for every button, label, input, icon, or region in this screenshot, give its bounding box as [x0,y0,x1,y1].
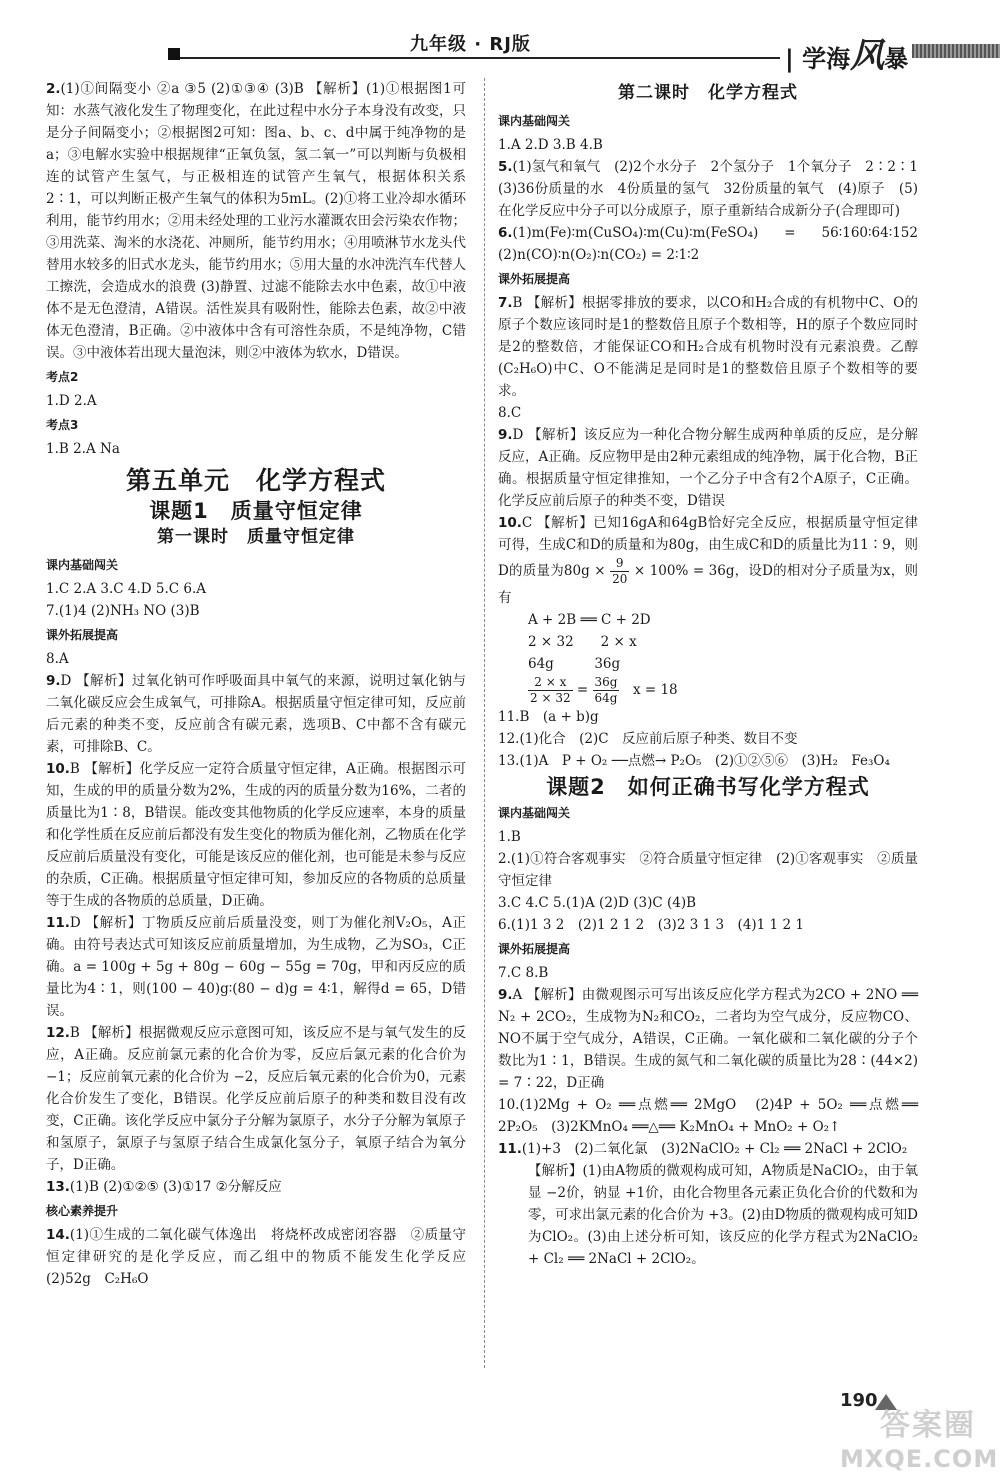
header-decorative-strip [912,44,1000,58]
lesson-title: 第一课时 质量守恒定律 [157,527,355,547]
section-label: 考点3 [46,418,79,432]
answer-item: 8.A [46,651,69,667]
left-column [46,78,480,1290]
fraction: $\frac{2 \times x}{2 \times 32}$ [530,675,571,705]
answer-item: 6.(1)m(Fe)∶m(CuSO₄)∶m(Cu)∶m(FeSO₄) = 56∶160∶64∶152 (2)n(CO)∶n(O₂)∶n(CO₂) = 2∶1∶2 [498,225,932,263]
equation-line: 64g 36g [528,656,621,672]
answer-item: 11.B (a + b)g [498,709,599,725]
answer-item: 10.C 【解析】已知16gA和64gB恰好完全反应，根据质量守恒定律可得，生成C和D的质量和为80g，由生成C和D的质量比为11∶9，则D的质量为80g × $\frac{9}{20}$ × 100% = 36g，设D的相对分子质量为x，则有 [498,515,918,606]
section-label: 课外拓展提高 [46,628,119,642]
section-label: 核心素养提升 [46,1204,119,1218]
answer-item: 14.(1)①生成的二氧化碳气体逸出 将烧杯改成密闭容器 ②质量守恒定律研究的是化学反应，而乙组中的物质不能发生化学反应 (2)52g C₂H₆O [46,1227,480,1287]
equation-line: A + 2B ══ C + 2D [528,612,651,628]
answer-item: 7.B 【解析】根据零排放的要求，以CO和H₂合成的有机物中C、O的原子个数应该同时是1的整数倍且原子个数相等，H的原子个数应同时是2的整数倍，才能保证CO和H₂合成有机物时没有元素浪费。乙醇(C₂H₆O)中C、O不能满足是同时是1的整数倍且原子个数相等的要求。 [498,295,918,399]
page-number: 190 [840,1390,878,1411]
equation-line: 2 × 32 2 × x [528,634,637,650]
unit-title: 第五单元 化学方程式 [125,466,386,495]
section-label: 课外拓展提高 [498,942,571,956]
answer-item: 1.B [498,829,521,845]
answer-item: 8.C [498,405,522,421]
answer-item: 10.B 【解析】化学反应一定符合质量守恒定律，A正确。根据图示可知，生成的甲的质量分数为2%，生成的丙的质量分数为16%，二者的质量比为1∶8，B错误。能改变其他物质的化学反应速率，本身的质量和化学性质在反应前后都没有发生变化的物质为催化剂，乙物质在化学反应前后质量没有变化，可能是该反应的催化剂，也可能是未参与反应的杂质，C正确。根据质量守恒定律可知，参加反应的各物质的总质量等于生成的各物质的总质量，D正确。 [46,761,466,909]
answer-item: 13.(1)A P + O₂ ──点燃→ P₂O₅ (2)①②⑤⑥ (3)H₂ Fe₃O₄ [498,753,890,769]
header-square-mark [168,48,180,60]
section-label: 课内基础闯关 [498,806,571,820]
brand-post: 暴 [884,45,909,73]
answer-item: 2.(1)①间隔变小 ②a ③5 (2)①③④ (3)B 【解析】(1)①根据图1可知：水蒸气液化发生了物理变化，在此过程中水分子本身没有改变，只是分子间隔变小；②根据图2可知：图a、b、c、d中属于纯净物的是a；③电解水实验中根据规律“正氧负氢，氢二氧一”可以判断与负极相连的试管产生氢气，与正极相连的试管产生氧气，根据体积关系2∶1，可以判断正极产生氧气的体积为5mL。(2)①将工业冷却水循环利用，能节约用水；②用未经处理的工业污水灌溉农田会污染农作物；③用洗菜、淘米的水浇花、冲厕所，能节约用水；④用喷淋节水龙头代替用水较多的旧式水龙头，能节约用水；⑤用大量的水冲洗汽车代替人工擦洗，会造成水的浪费 (3)静置、过滤不能除去水中色素，故①中液体不是无色澄清，A错误。活性炭具有吸附性，能除去色素，故②中液体无色澄清，B正确。②中液体中含有可溶性杂质，不是纯净物，C错误。③中液体若出现大量泡沫，则②中液体为软水，D错误。 [46,81,466,361]
brand-pre: 学海 [802,45,851,73]
equation-line: $\frac{2 \times x}{2 \times 32}$ = $\frac{36g}{64g}$ x = 18 [530,675,678,705]
right-column [498,78,932,1270]
section-label: 课外拓展提高 [498,272,571,286]
answer-explanation: 【解析】(1)由A物质的微观构成可知，A物质是NaClO₂，由于氧显 −2价，钠显 +1价，由化合物里各元素正负化合价的代数和为零，可求出氯元素的化合价为 +3。(2)由D物质的微观构成可知D为ClO₂。(3)由上述分析可知，该反应的化学方程式为2NaClO₂ + Cl₂ ══ 2NaCl + 2ClO₂。 [528,1163,918,1267]
answer-item: 5.(1)氢气和氧气 (2)2个水分子 2个氢分子 1个氧分子 2∶2∶1 (3)36份质量的水 4份质量的氢气 32份质量的氧气 (4)原子 (5)在化学反应中分子可以分成原子，原子重新结合成新分子(合理即可) [498,159,932,219]
answer-item: 1.A 2.D 3.B 4.B [498,137,603,153]
answer-item: 9.D 【解析】该反应为一种化合物分解生成两种单质的反应，是分解反应，A正确。反应物甲是由2种元素组成的纯净物，属于化合物，B正确。根据质量守恒定律推知，一个乙分子中含有2个A原子，C正确。化学反应前后原子的种类不变，D错误 [498,427,918,509]
answer-item: 11.D 【解析】丁物质反应前后质量没变，则丁为催化剂V₂O₅，A正确。由符号表达式可知该反应前质量增加，为生成物，乙为SO₃，C正确。a = 100g + 5g + 80g − 60g − 55g = 70g，甲和丙反应的质量比为4∶1，则(100 − 40)g∶(80 − d)g = 4∶1，解得d = 65，D错误。 [46,915,466,1019]
answer-item: 3.C 4.C 5.(1)A (2)D (3)C (4)B [498,895,697,911]
section-label: 考点2 [46,370,79,384]
topic-title: 课题1 质量守恒定律 [149,499,363,523]
page-header [0,0,1000,76]
answer-item: 13.(1)B (2)①②⑤ (3)①17 ②分解反应 [46,1179,282,1195]
answer-item: 7.(1)4 (2)NH₃ NO (3)B [46,603,200,619]
watermark-logo: 答案圈 [880,1408,976,1443]
lesson-title: 第二课时 化学方程式 [618,83,798,103]
answer-item: 2.(1)①符合客观事实 ②符合质量守恒定律 (2)①客观事实 ②质量守恒定律 [498,851,918,889]
answer-item: 11.(1)+3 (2)二氧化氯 (3)2NaClO₂ + Cl₂ ══ 2NaCl + 2ClO₂ [498,1141,908,1157]
column-divider [484,78,485,1368]
fraction: $\frac{36g}{64g}$ [594,675,618,705]
answer-item: 9.D 【解析】过氧化钠可作呼吸面具中氧气的来源，说明过氧化钠与二氧化碳反应会生成氧气，可排除A。根据质量守恒定律可知，反应前后元素的种类不变，反应前含有碳元素，选项B、C中都不含有碳元素，可排除B、C。 [46,673,466,755]
brand-mid: 风 [850,36,885,76]
header-rule [180,57,780,59]
topic-title: 课题2 如何正确书写化学方程式 [546,775,870,799]
header-grade-label: 九年级 · RJ版 [410,34,531,55]
header-brand-logo: | 学海风暴 [785,36,909,76]
section-label: 课内基础闯关 [46,558,119,572]
answer-item: 1.C 2.A 3.C 4.D 5.C 6.A [46,581,207,597]
answer-item: 6.(1)1 3 2 (2)1 2 1 2 (3)2 3 1 3 (4)1 1 2 1 [498,917,804,933]
answer-item: 7.C 8.B [498,965,549,981]
section-label: 课内基础闯关 [498,114,571,128]
watermark-url: MXQE.COM [840,1445,999,1473]
answer-item: 9.A 【解析】由微观图示可写出该反应化学方程式为2CO + 2NO ══ N₂ + 2CO₂，生成物为N₂和CO₂，二者均为空气成分，反应物CO、NO不属于空气成分，A错误，C正确。一氧化碳和二氧化碳的分子个数比为1∶1，B错误。生成的氮气和二氧化碳的质量比为28∶(44×2) = 7∶22，D正确 [498,987,918,1091]
answer-item: 1.D 2.A [46,393,97,409]
answer-item: 12.B 【解析】根据微观反应示意图可知，该反应不是与氧气发生的反应，A正确。反应前氯元素的化合价为零，反应后氯元素的化合价为 −1；反应前氧元素的化合价为 −2，反应后氧元素的化合价为0，元素化合价发生了变化，B错误。化学反应前后原子的种类和数目没有改变，C正确。该化学反应中氯分子分解为氯原子，水分子分解为氧原子和氢原子，氯原子与氢原子结合生成氯化氢分子，氧原子结合为氧分子，D正确。 [46,1025,466,1173]
answer-item: 1.B 2.A Na [46,441,120,457]
answer-item: 10.(1)2Mg + O₂ ══点燃══ 2MgO (2)4P + 5O₂ ══点燃══ 2P₂O₅ (3)2KMnO₄ ══△══ K₂MnO₄ + MnO₂ + O₂↑ [498,1097,918,1135]
fraction: $\frac{9}{20}$ [612,556,628,586]
answer-item: 12.(1)化合 (2)C 反应前后原子种类、数目不变 [498,731,798,747]
